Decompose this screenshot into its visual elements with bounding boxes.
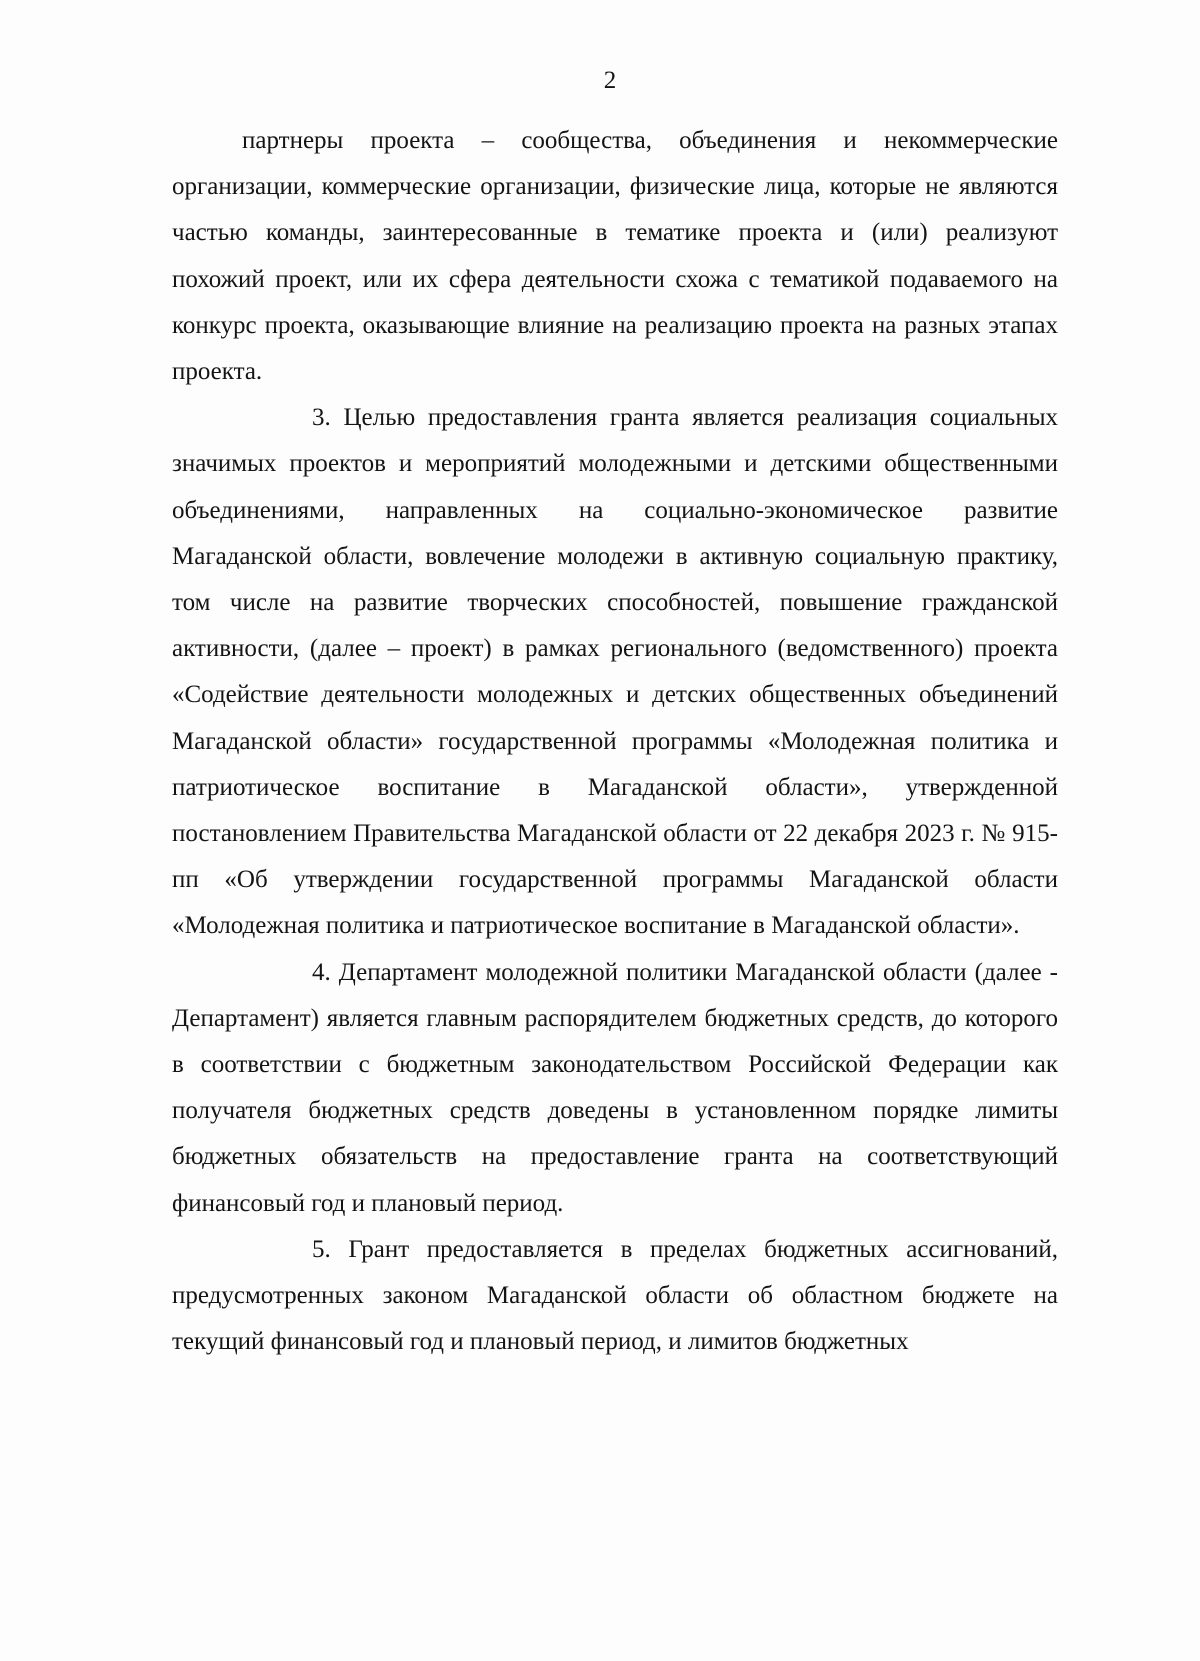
document-body: [172, 118, 1058, 1365]
item-number: 5.: [312, 1235, 331, 1263]
item-number: 3.: [312, 404, 331, 432]
paragraph-partners: [172, 118, 1058, 395]
paragraph-text: Целью предоставления гранта является реализация социальных значимых проектов и мероприятий молодежными и детскими общественными объединениями, направленных на социально-экономическое развитие Магаданской области, вовлечение молодежи в активную социальную практику, том числе на развитие творческих способностей, повышение гражданской активности, (далее – проект) в рамках регионального (ведомственного) проекта «Содействие деятельности молодежных и детских общественных объединений Магаданской области» государственной программы «Молодежная политика и патриотическое воспитание в Магаданской области», утвержденной постановлением Правительства Магаданской области от 22 декабря 2023 г. № 915-пп «Об утверждении государственной программы Магаданской области «Молодежная политика и патриотическое воспитание в Магаданской области».: [172, 404, 1058, 940]
paragraph-text: Департамент молодежной политики Магаданской области (далее - Департамент) является главным распорядителем бюджетных средств, до которого в соответствии с бюджетным законодательством Российской Федерации как получателя бюджетных средств доведены в установленном порядке лимиты бюджетных обязательств на предоставление гранта на соответствующий финансовый год и плановый период.: [172, 958, 1059, 1217]
paragraph-text: партнеры проекта – сообщества, объединения и некоммерческие организации, коммерческие организации, физические лица, которые не являются частью команды, заинтересованные в тематике проекта и (или) реализуют похожий проект, или их сфера деятельности схожа с тематикой подаваемого на конкурс проекта, оказывающие влияние на реализацию проекта на разных этапах проекта.: [172, 127, 1058, 386]
page-number: 2: [603, 67, 617, 94]
item-number: 4.: [312, 958, 331, 986]
paragraph-item-5: [172, 1227, 1058, 1366]
paragraph-text: Грант предоставляется в пределах бюджетных ассигнований, предусмотренных законом Магаданской области об областном бюджете на текущий финансовый год и плановый период, и лимитов бюджетных: [172, 1235, 1058, 1356]
paragraph-item-3: [172, 395, 1058, 949]
paragraph-item-4: [172, 950, 1058, 1227]
